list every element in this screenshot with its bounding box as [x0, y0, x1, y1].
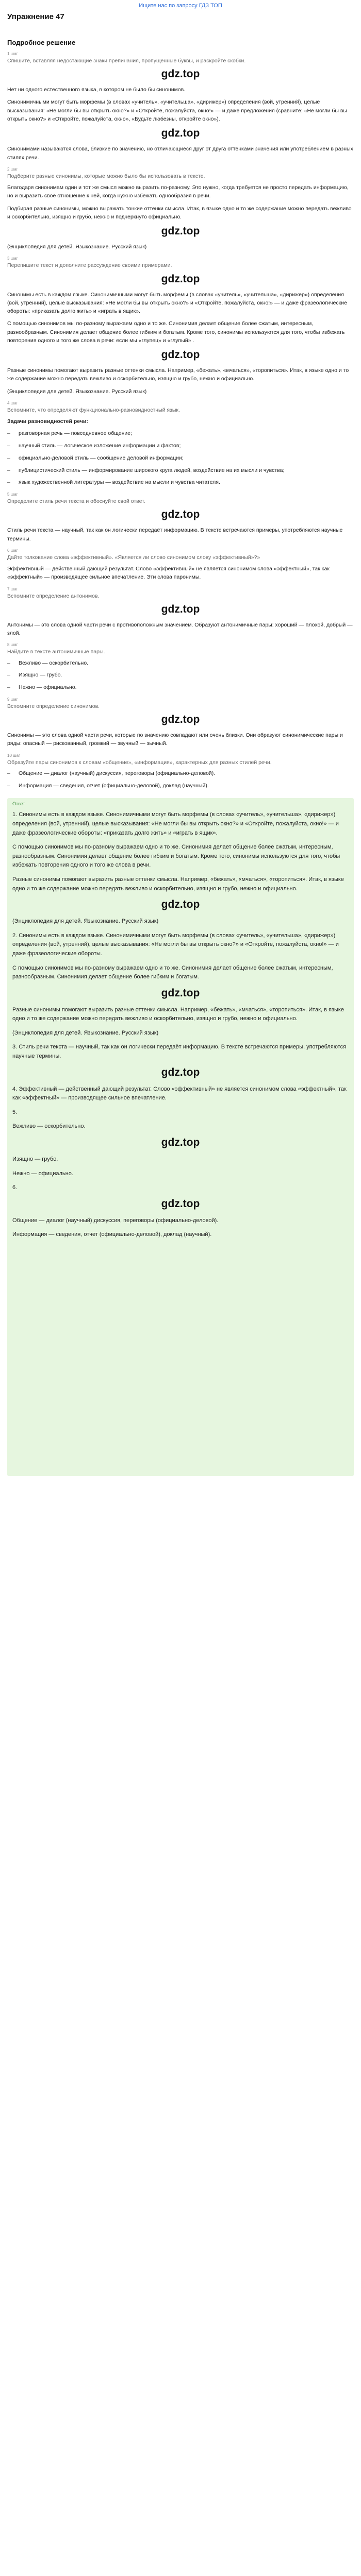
step-label: 9 шаг — [7, 697, 18, 702]
step-block — [7, 52, 354, 162]
answer-paragraph: (Энциклопедия для детей. Языкознание. Русский язык) — [12, 918, 159, 925]
watermark: gdz.top — [161, 225, 200, 238]
step-label: 6 шаг — [7, 548, 18, 553]
watermark: gdz.top — [161, 68, 200, 80]
list-item-text: язык художественной литературы — воздействие на мысли и чувства читателя. — [19, 479, 220, 486]
step-task: Дайте толкование слова «эффективный». «Является ли слово синонимом слову «эффективный»?» — [7, 554, 260, 561]
watermark: gdz.top — [161, 603, 200, 615]
dash-bullet: – — [7, 454, 10, 461]
dash-bullet: – — [7, 430, 10, 437]
list-item-text: разговорная речь — повседневное общение; — [19, 430, 133, 437]
step-label: 1 шаг — [7, 52, 18, 56]
top-banner-text[interactable]: Ищите нас по запросу ГДЗ ТОП — [139, 3, 222, 9]
answer-paragraph: Информация — сведения, отчет (официально-деловой), доклад (научный). — [12, 1231, 212, 1238]
step-label: 8 шаг — [7, 642, 18, 648]
step-label: 10 шаг — [7, 753, 20, 758]
watermark: gdz.top — [161, 714, 200, 726]
list-item-text: Изящно — грубо. — [19, 672, 62, 679]
step-label: 4 шаг — [7, 400, 18, 405]
answer-paragraph: 1. Синонимы есть в каждом языке. Синонимичными могут быть морфемы (в словах «учитель», «учительша», «дирижер») определения (вой, утренний), целые высказывания: «Не могли бы вы открыть окно?» и «Откройте, пожалуйста, окно!» — и даже фразеологические обороты: «приказать долго жить» и «играть в ящик». — [12, 811, 339, 836]
list-item-text: Информация — сведения, отчет (официально-деловой), доклад (научный). — [19, 782, 209, 789]
list-item — [7, 671, 354, 680]
dash-bullet: – — [7, 443, 10, 449]
list-item-text: Общение — диалог (научный) дискуссия, переговоры (официально-деловой). — [19, 770, 216, 776]
answer-label: Ответ — [12, 801, 25, 807]
answer-paragraph: 6. — [12, 1184, 18, 1191]
step-block — [7, 697, 354, 748]
step-label: 5 шаг — [7, 492, 18, 497]
list-item — [7, 479, 354, 487]
step-block — [7, 753, 354, 790]
dash-bullet: – — [7, 467, 10, 473]
step-paragraph: Нет ни одного естественного языка, в котором не было бы синонимов. — [7, 87, 186, 93]
step-task: Вспомните, что определяют функционально-разновидностный язык. — [7, 406, 180, 413]
solution-steps — [0, 52, 361, 790]
step-task: Перепишите текст и дополните рассуждение своими примерами. — [7, 262, 172, 269]
list-item-text: официально-деловой стиль — сообщение деловой информации; — [19, 454, 184, 461]
dash-bullet: – — [7, 684, 10, 691]
answer-paragraph: 3. Стиль речи текста — научный, так как он логически передаёт информацию. В тексте встречаются примеры, употребляются научные термины. — [12, 1044, 347, 1060]
solution-heading: Подробное решение — [7, 39, 76, 46]
step-paragraph: Синонимичными могут быть морфемы (в словах «учитель», «учительша», «дирижер») определения (вой, утренний), целые высказывания: «Не могли бы вы открыть окно?» и «Откройте, пожалуйста, окно!» — и даже предложения (сравните: «Не могли бы вы открыть окно?» и «Откройте, пожалуйста, окно», «Будьте любезны, откройте окно»). — [7, 99, 347, 123]
watermark: gdz.top — [161, 1197, 200, 1210]
list-item — [7, 782, 354, 790]
step-paragraph: Подбирая разные синонимы, можно выражать тонкие оттенки смысла. Итак, в языке одно и то же содержание можно передать вежливо и оскорбительно, изящно и грубо, нежно и подчеркнуто официально. — [7, 205, 352, 220]
dash-bullet: – — [7, 479, 10, 486]
watermark: gdz.top — [161, 349, 200, 361]
step-task: Определите стиль речи текста и обоснуйте свой ответ. — [7, 498, 145, 505]
step-block — [7, 167, 354, 251]
top-banner[interactable] — [0, 0, 361, 11]
dash-bullet: – — [7, 782, 10, 789]
list-item — [7, 684, 354, 692]
list-item — [7, 467, 354, 475]
step-paragraph: Благодаря синонимам один и тот же смысл можно выразить по-разному. Это нужно, когда требуется не просто передать информацию, но и выразить своё отношение к ней, когда нужно избежать однообразия в речи. — [7, 184, 349, 199]
answer-paragraph: 4. Эффективный — действенный дающий результат. Слово «эффективный» не является синонимом слова «эффектный», так как «эффектный» — производящее сильное впечатление. — [12, 1086, 347, 1101]
step-paragraph: Синонимы — это слова одной части речи, которые по значению совпадают или очень близки. Они образуют синонимические пары и ряды: опасный — рискованный, громкий — звучный — зычный. — [7, 732, 343, 747]
answer-paragraph: Нежно — официально. — [12, 1170, 73, 1177]
answer-paragraph: Изящно — грубо. — [12, 1156, 58, 1163]
list-item-text: публицистический стиль — информирование широкого круга людей, воздействие на их мысли и чувства; — [19, 467, 285, 473]
watermark: gdz.top — [161, 1137, 200, 1149]
step-paragraph: С помощью синонимов мы по-разному выражаем одно и то же. Синонимия делает общение более сжатым, интересным, разнообразным. Синонимия делает общение более гибким и богатым. Кроме того, синонимы используются для того, чтобы избежать повторения одного и того же слова в речи: если мы «глупец» и «глупый» . — [7, 320, 345, 344]
step-task: Вспомните определение антонимов. — [7, 592, 100, 599]
step-task: Образуйте пары синонимов к словам «общение», «информация», характерных для разных стилей речи. — [7, 759, 272, 766]
watermark: gdz.top — [161, 987, 200, 999]
answer-paragraph: Общение — диалог (научный) дискуссия, переговоры (официально-деловой). — [12, 1217, 219, 1224]
answer-paragraph: (Энциклопедия для детей. Языкознание. Русский язык) — [12, 1029, 159, 1036]
step-paragraph: Синонимами называются слова, близкие по значению, но отличающиеся друг от друга оттенками значения или употреблением в разных стилях речи. — [7, 146, 353, 161]
list-item — [7, 430, 354, 438]
list-item-text: научный стиль — логическое изложение информации и фактов; — [19, 443, 181, 449]
step-label: 3 шаг — [7, 256, 18, 261]
answer-box — [7, 798, 354, 1476]
dash-bullet: – — [7, 770, 10, 776]
watermark: gdz.top — [161, 127, 200, 140]
step-task: Вспомните определение синонимов. — [7, 703, 100, 709]
answer-paragraph: 2. Синонимы есть в каждом языке. Синонимичными могут быть морфемы (в словах «учитель», «учительша», «дирижер») определения (вой, утренний), целые высказывания: «Не могли бы вы открыть окно?» и «Откройте, пожалуйста, окно!» — и даже фразеологические обороты. — [12, 932, 339, 957]
answer-body — [12, 810, 349, 1240]
step-paragraph: Эффективный — действенный дающий результат. Слово «эффективный» не является синонимом слова «эффектный», так как «эффектный» — производящее сильное впечатление. Эти слова паронимы. — [7, 566, 330, 581]
watermark: gdz.top — [161, 273, 200, 285]
list-item-text: Нежно — официально. — [19, 684, 77, 691]
answer-paragraph: 5. — [12, 1109, 18, 1115]
answer-paragraph: С помощью синонимов мы по-разному выражаем одно и то же. Синонимия делает общение более сжатым, интересным, разнообразным. Синонимия делает общение более гибким и богатым. Кроме того, синонимы используются для того, чтобы избежать повторения одного и того же слова в речи. — [12, 844, 340, 869]
answer-paragraph: Разные синонимы помогают выразить разные оттенки смысла. Например, «бежать», «мчаться», «торопиться». Итак, в языке одно и то же содержание можно передать вежливо и оскорбительно, изящно и грубо, нежно и официально. — [12, 1006, 344, 1022]
step-paragraph: (Энциклопедия для детей. Языкознание. Русский язык) — [7, 388, 147, 395]
step-paragraph: Антонимы — это слова одной части речи с противоположным значением. Образуют антонимичные пары: хороший — плохой, добрый — злой. — [7, 621, 353, 637]
dash-bullet: – — [7, 659, 10, 666]
step-heading: Задачи разновидностей речи: — [7, 418, 88, 425]
step-task: Спишите, вставляя недостающие знаки препинания, пропущенные буквы, и раскройте скобки. — [7, 58, 246, 64]
list-item-text: Вежливо — оскорбительно. — [19, 659, 89, 666]
step-block — [7, 642, 354, 691]
answer-paragraph: Вежливо — оскорбительно. — [12, 1123, 86, 1130]
list-item — [7, 442, 354, 450]
step-task: Найдите в тексте антонимичные пары. — [7, 649, 105, 655]
step-block — [7, 401, 354, 487]
answer-paragraph: С помощью синонимов мы по-разному выражаем одно и то же. Синонимия делает общение более сжатым, интересным, разнообразным. Синонимия делает общение более гибким и богатым. — [12, 964, 333, 980]
step-block — [7, 548, 354, 582]
step-task: Подберите разные синонимы, которые можно было бы использовать в тексте. — [7, 173, 205, 179]
step-paragraph: (Энциклопедия для детей. Языкознание. Русский язык) — [7, 244, 147, 250]
page-title: Упражнение 47 — [7, 12, 64, 21]
step-paragraph: Синонимы есть в каждом языке. Синонимичными могут быть морфемы (в словах «учитель», «учительша», «дирижер») определения (вой, утренний), целые высказывания: «Не могли бы вы открыть окно?» и «Откройте, пожалуйста, окно!» — и даже фразеологические обороты: «приказать долго жить» и «играть в ящик». — [7, 291, 347, 315]
step-label: 7 шаг — [7, 586, 18, 591]
answer-paragraph: Разные синонимы помогают выразить разные оттенки смысла. Например, «бежать», «мчаться», «торопиться». Итак, в языке одно и то же содержание можно передать вежливо и оскорбительно, изящно и грубо, нежно и официально. — [12, 876, 344, 892]
watermark: gdz.top — [161, 1066, 200, 1078]
step-block — [7, 587, 354, 638]
step-paragraph: Разные синонимы помогают выразить разные оттенки смысла. Например, «бежать», «мчаться», «торопиться». Итак, в языке одно и то же содержание можно передать вежливо и оскорбительно, изящно и грубо, нежно и официально. — [7, 367, 349, 382]
step-label: 2 шаг — [7, 166, 18, 172]
list-item — [7, 659, 354, 668]
step-block — [7, 492, 354, 543]
dash-bullet: – — [7, 672, 10, 679]
watermark: gdz.top — [161, 899, 200, 911]
list-item — [7, 770, 354, 778]
step-block — [7, 256, 354, 396]
list-item — [7, 454, 354, 463]
step-paragraph: Стиль речи текста — научный, так как он логически передаёт информацию. В тексте встречаются примеры, употребляются научные термины. — [7, 527, 343, 542]
watermark: gdz.top — [161, 509, 200, 521]
